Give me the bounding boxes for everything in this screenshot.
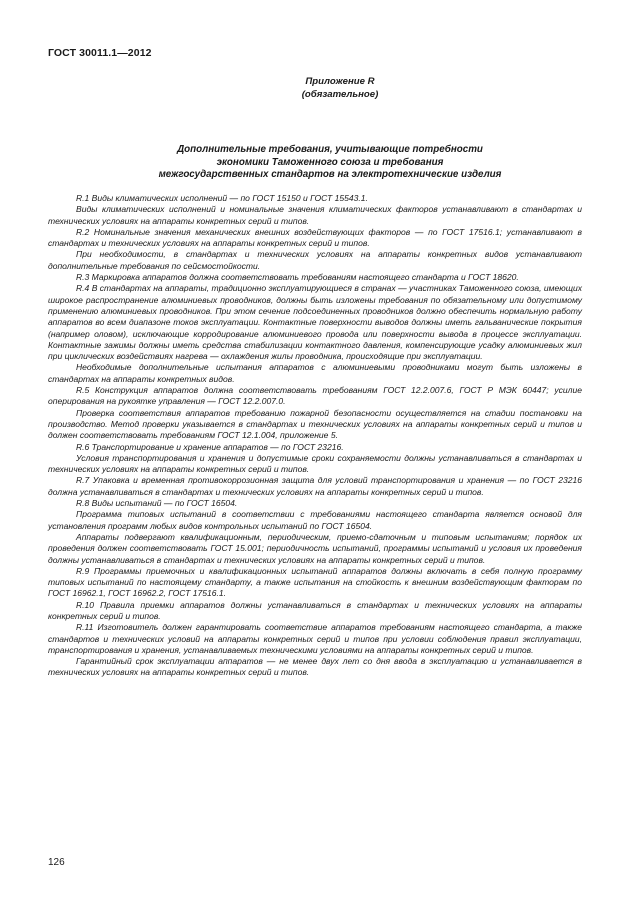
paragraph-r2: R.2 Номинальные значения механических внешних воздействующих факторов — по ГОСТ 17516.1; устанавливают в стандартах и технических условиях на аппараты конкретных серий и типов. — [48, 226, 582, 249]
paragraph: Проверка соответствия аппаратов требованию пожарной безопасности осуществляется на стадии постановки на производство. Метод проверки указывается в стандартах и технических условиях на аппараты конкретных серий и типов и должен соответствовать требованиям ГОСТ 12.1.004, приложение 5. — [48, 407, 582, 441]
document-body — [48, 193, 582, 679]
paragraph-r10: R.10 Правила приемки аппаратов должны устанавливаться в стандартах и технических условиях на аппараты конкретных серий и типов. — [48, 599, 582, 621]
standard-designation: ГОСТ 30011.1—2012 — [48, 47, 152, 59]
paragraph-r11: R.11 Изготовитель должен гарантировать соответствие аппаратов требованиям настоящего стандарта, а также стандартов и технических условий на аппараты конкретных серий и типов при условии соблюдения правил эксплуатации, транспортирования и хранения, устанавливаемых техническими условиями на аппараты конкретных серий и типов. — [48, 622, 582, 655]
paragraph-r9: R.9 Программы приемочных и квалификационных испытаний аппаратов должны включать в себя полную программу типовых испытаний по настоящему стандарту, а также испытания на стойкость к внешним воздействующим факторам по ГОСТ 16962.1, ГОСТ 16962.2, ГОСТ 17516.1. — [48, 565, 582, 599]
appendix-status: (обязательное) — [301, 88, 379, 100]
appendix-title: Приложение R — [305, 76, 375, 87]
paragraph: При необходимости, в стандартах и технических условиях на аппараты конкретных видов устанавливают дополнительные требования по сейсмостойкости. — [48, 249, 582, 271]
paragraph-r6: R.6 Транспортирование и хранение аппаратов — по ГОСТ 23216. — [76, 441, 344, 452]
paragraph: Условия транспортирования и хранения и допустимые сроки сохраняемости должны устанавливаться в стандартах и технических условиях на аппараты конкретных серий и типов. — [48, 452, 582, 475]
paragraph: Необходимые дополнительные испытания аппаратов с алюминиевыми проводниками могут быть изложены в стандартах на аппараты конкретных видов. — [48, 362, 582, 384]
paragraph-r3: R.3 Маркировка аппаратов должна соответствовать требованиям настоящего стандарта и ГОСТ 18620. — [76, 272, 519, 283]
paragraph-r5: R.5 Конструкция аппаратов должна соответствовать требованиям ГОСТ 12.2.007.6, ГОСТ Р МЭК 60447; усилие оперирования на рукоятке управления — ГОСТ 12.2.007.0. — [48, 385, 582, 407]
paragraph-r1: R.1 Виды климатических исполнений — по ГОСТ 15150 и ГОСТ 15543.1. — [76, 193, 368, 203]
title-line: межгосударственных стандартов на электротехнические изделия — [158, 169, 502, 181]
paragraph-r4: R.4 В стандартах на аппараты, традиционно эксплуатирующиеся в странах — участниках Таможенного союза, имеющих широкое распространение алюминиевых проводников, должны быть изложены требования по обязательному или допустимому применению алюминиевых проводников. При этом сечение подсоединенных проводников должно обеспечить нормальную работу аппаратов во всем диапазоне токов эксплуатации. Контактные поверхности выводов должны иметь гальванические покрытия (например оловом), исключающие корродирование алюминиевого провода или поверхности вывода в процессе эксплуатации. Контактные зажимы должны иметь средства стабилизации контактного давления, компенсирующие усадку алюминиевых жил при циклических воздействиях нагрева — охлаждения жилы проводника, происходящие при эксплуатации. — [48, 283, 582, 362]
section-title — [48, 144, 582, 182]
paragraph: Виды климатических исполнений и номинальные значения климатических факторов устанавливают в стандартах и технических условиях на аппараты конкретных серий и типов. — [48, 204, 582, 226]
paragraph: Аппараты подвергают квалификационным, периодическим, приемо-сдаточным и типовым испытаниям; порядок их проведения должен соответствовать ГОСТ 15.001; периодичность испытаний, программы испытаний и условия их проведения должны устанавливаться в стандартах и технических условиях на аппараты конкретных серий и типов. — [48, 531, 582, 565]
paragraph: Гарантийный срок эксплуатации аппаратов — не менее двух лет со дня ввода в эксплуатацию и устанавливается в технических условиях на аппараты конкретных серий и типов. — [48, 656, 582, 678]
page-number: 126 — [48, 857, 65, 868]
title-line: Дополнительные требования, учитывающие потребности — [177, 144, 483, 155]
paragraph-r7: R.7 Упаковка и временная противокоррозионная защита для условий транспортирования и хранения — по ГОСТ 23216 должна устанавливаться в стандартах и технических условиях на аппараты конкретных серий и типов. — [48, 475, 582, 497]
title-line: экономики Таможенного союза и требования — [216, 156, 444, 168]
paragraph-r8: R.8 Виды испытаний — по ГОСТ 16504. — [76, 498, 238, 509]
paragraph: Программа типовых испытаний в соответствии с требованиями настоящего стандарта является основой для установления программ любых видов контрольных испытаний по ГОСТ 16504. — [48, 509, 582, 531]
appendix-heading — [0, 76, 630, 101]
